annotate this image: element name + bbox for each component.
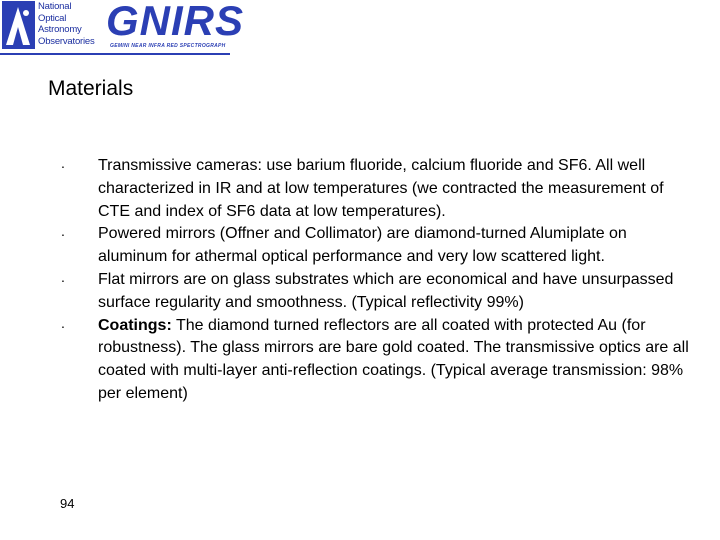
gnirs-logo [104, 0, 245, 55]
bullet-item-powered-mirrors [58, 223, 698, 269]
bullet-icon: · [60, 317, 66, 334]
bullet-label: Coatings: [98, 316, 172, 334]
noao-line-optical: Optical [38, 12, 67, 24]
bullet-item-flat-mirrors [58, 269, 698, 315]
gnirs-logo-title: GNIRS [106, 0, 245, 44]
bullet-text: Transmissive cameras: use barium fluoride, calcium fluoride and SF6. All well characterized in IR and at low temperatures (we contracted the measurement of CTE and index of SF6 data at low temperatures). [98, 157, 664, 220]
noao-wordmark [38, 1, 108, 47]
bullet-icon: · [60, 226, 66, 243]
bullet-icon: · [60, 271, 66, 288]
bullet-text: Flat mirrors are on glass substrates which are economical and have unsurpassed surface regularity and smoothness. (Typical reflectivity 99%) [98, 270, 674, 311]
noao-logo [2, 1, 102, 51]
noao-emblem-icon [2, 1, 35, 49]
bullet-list [58, 155, 698, 406]
bullet-item-coatings [58, 315, 698, 406]
page-number: 94 [60, 496, 75, 511]
slide-title: Materials [48, 77, 134, 100]
noao-line-observatories: Observatories [38, 35, 95, 47]
bullet-text: The diamond turned reflectors are all coated with protected Au (for robustness). The glass mirrors are bare gold coated. The transmissive optics are all coated with multi-layer anti-reflection coatings. (Typical average transmission: 98% per element) [98, 316, 689, 402]
bullet-icon: · [60, 158, 66, 174]
noao-line-astronomy: Astronomy [38, 24, 82, 35]
gnirs-logo-subtitle: GEMINI NEAR INFRA RED SPECTROGRAPH [110, 43, 226, 49]
slide-header [0, 0, 720, 56]
header-divider [0, 53, 230, 55]
noao-line-national: National [38, 1, 72, 12]
bullet-text: Powered mirrors (Offner and Collimator) are diamond-turned Alumiplate on aluminum for athermal optical performance and very low scattered light. [98, 225, 627, 266]
bullet-item-cameras [58, 155, 698, 223]
